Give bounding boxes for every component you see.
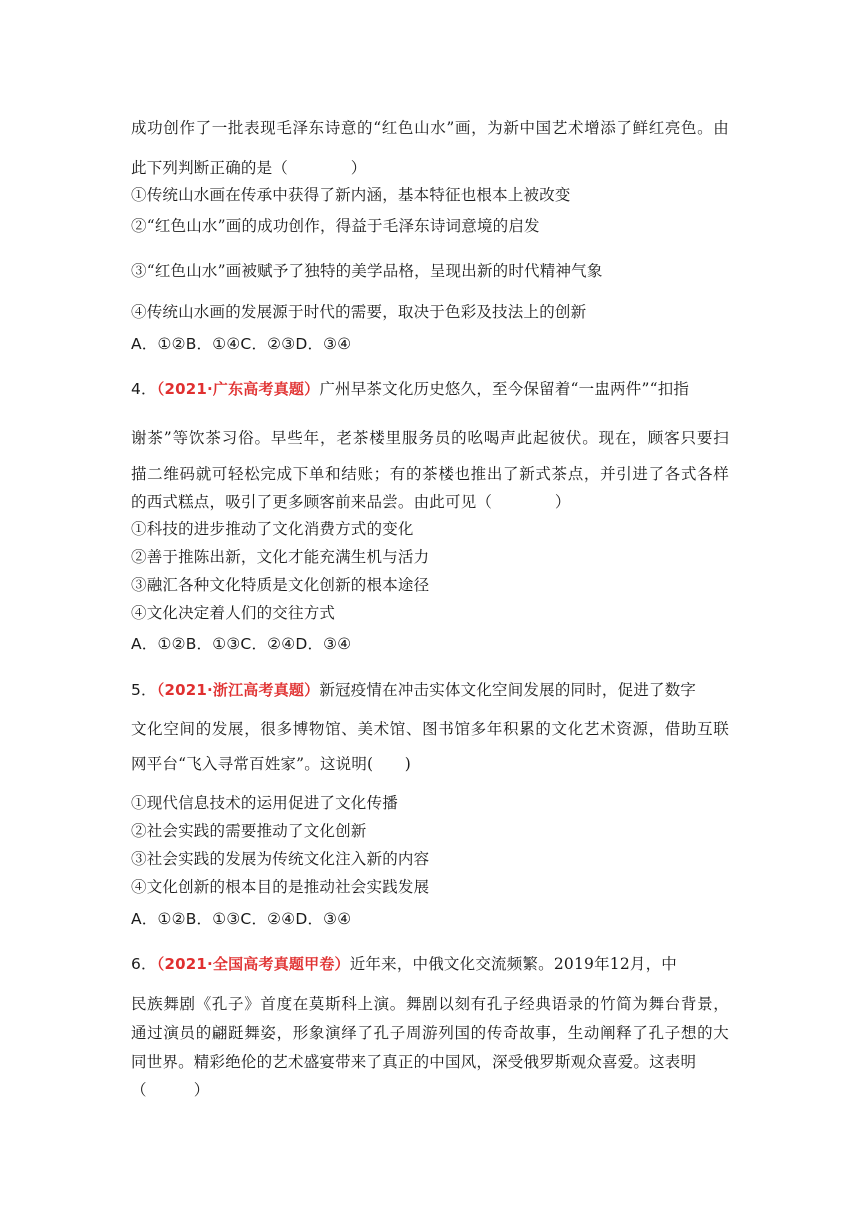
q4-statement-1: ①科技的进步推动了文化消费方式的变化 [131,520,414,538]
q6-number: 6． [131,955,157,973]
q5-stem-line-1 [131,679,696,701]
q5-statement-2: ②社会实践的需要推动了文化创新 [131,822,367,840]
q6-stem-line-1 [131,953,677,975]
q3-stem-line-2: 此下列判断正确的是（ ） [131,159,367,177]
q6-stem-line-3: 通过演员的翩跹舞姿，形象演绎了孔子周游列国的传奇故事，生动阐释了孔子想的大 [131,1024,729,1042]
q6-stem-line-4: 同世界。精彩绝伦的艺术盛宴带来了真正的中国风，深受俄罗斯观众喜爱。这表明 [131,1053,697,1071]
q3-statement-3: ③“红色山水”画被赋予了独特的美学品格，呈现出新的时代精神气象 [131,262,603,280]
q5-number: 5． [131,681,157,699]
q6-stem-line-5: （ ） [131,1081,210,1099]
q5-stem-line-3: 网平台“飞入寻常百姓家”。这说明( ) [131,755,411,773]
q4-statement-2: ②善于推陈出新，文化才能充满生机与活力 [131,548,430,566]
q3-answer-options: A．①②B．①④C．②③D．③④ [131,335,352,353]
q3-stem-line-1: 成功创作了一批表现毛泽东诗意的“红色山水”画，为新中国艺术增添了鲜红亮色。由 [131,119,729,137]
q6-stem-text: 近年来，中俄文化交流频繁。2019年12月，中 [349,955,677,973]
q5-statement-4: ④文化创新的根本目的是推动社会实践发展 [131,878,430,896]
q6-source-tag: （2021·全国高考真题甲卷） [156,955,350,973]
q5-statement-1: ①现代信息技术的运用促进了文化传播 [131,794,398,812]
q5-stem-text: 新冠疫情在冲击实体文化空间发展的同时，促进了数字 [319,681,697,699]
q3-statement-4: ④传统山水画的发展源于时代的需要，取决于色彩及技法上的创新 [131,303,587,321]
q3-statement-2: ②“红色山水”画的成功创作，得益于毛泽东诗词意境的启发 [131,217,540,235]
q4-stem-text: 广州早茶文化历史悠久，至今保留着“一盅两件”“扣指 [319,380,690,398]
q5-statement-3: ③社会实践的发展为传统文化注入新的内容 [131,850,430,868]
q5-source-tag: （2021·浙江高考真题） [156,681,320,699]
q4-stem-line-2: 谢茶”等饮茶习俗。早些年，老茶楼里服务员的吆喝声此起彼伏。现在，顾客只要扫 [131,429,729,447]
q4-answer-options: A．①②B．①③C．②④D．③④ [131,635,352,653]
q4-statement-4: ④文化决定着人们的交往方式 [131,604,336,622]
q4-statement-3: ③融汇各种文化特质是文化创新的根本途径 [131,576,430,594]
q3-statement-1: ①传统山水画在传承中获得了新内涵，基本特征也根本上被改变 [131,186,571,204]
q4-number: 4． [131,380,157,398]
q6-stem-line-2: 民族舞剧《孔子》首度在莫斯科上演。舞剧以刻有孔子经典语录的竹简为舞台背景， [131,995,729,1013]
q5-answer-options: A．①②B．①③C．②④D．③④ [131,910,352,928]
q5-stem-line-2: 文化空间的发展，很多博物馆、美术馆、图书馆多年积累的文化艺术资源，借助互联 [131,720,729,738]
q4-stem-line-1 [131,378,689,400]
q4-source-tag: （2021·广东高考真题） [156,380,320,398]
q4-stem-line-4: 的西式糕点，吸引了更多顾客前来品尝。由此可见（ ） [131,493,571,511]
q4-stem-line-3: 描二维码就可轻松完成下单和结账；有的茶楼也推出了新式茶点，并引进了各式各样 [131,465,729,483]
